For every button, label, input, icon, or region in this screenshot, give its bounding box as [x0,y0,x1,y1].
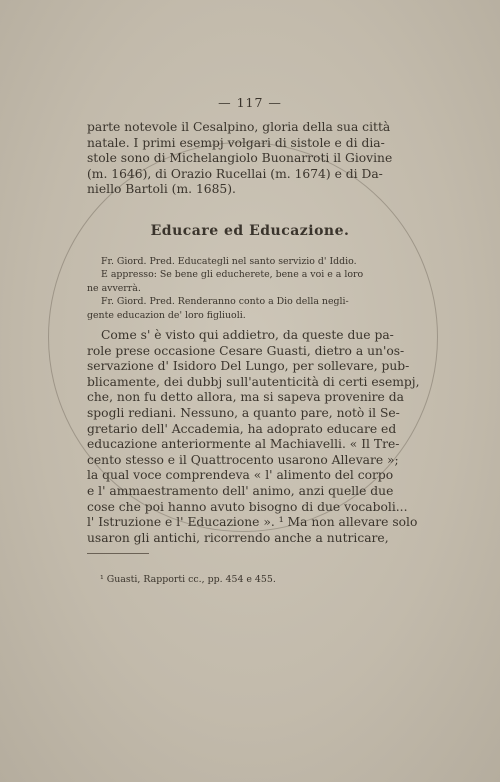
text-line: l' Istruzione e l' Educazione ». ¹ Ma non allevare solo [87,515,418,530]
body-paragraph [87,328,420,546]
epigraph-line: Fr. Giord. Pred. Educategli nel santo servizio d' Iddio. [101,256,357,267]
text-line: servazione d' Isidoro Del Lungo, per sollevare, pub- [87,359,410,374]
text-line: niello Bartoli (m. 1685). [87,182,236,197]
text-line: cento stesso e il Quattrocento usarono Allevare »; [87,452,399,467]
text-line: cose che poi hanno avuto bisogno di due vocaboli... [87,499,408,514]
text-line: spogli rediani. Nessuno, a quanto pare, notò il Se- [87,405,400,420]
text-line: natale. I primi esempj volgari di sistole e di dia- [87,135,385,150]
footnote-text: ¹ Guasti, Rapporti cc., pp. 454 e 455. [100,574,276,585]
text-line: gretario dell' Accademia, ha adoprato educare ed [87,421,397,436]
page-number: — 117 — [218,95,282,110]
epigraph [87,255,377,322]
text-line: che, non fu detto allora, ma si sapeva provenire da [87,390,404,405]
epigraph-line: ne avverrà. [87,282,141,294]
text-line: e l' ammaestramento dell' animo, anzi quelle due [87,483,394,498]
text-line: la qual voce comprendeva « l' alimento del corpo [87,468,394,483]
text-line: (m. 1646), di Orazio Rucellai (m. 1674) e di Da- [87,166,383,181]
text-line: stole sono di Michelangiolo Buonarroti il Giovine [87,151,393,166]
footnote-rule [87,553,149,554]
intro-paragraph [87,120,393,198]
text-line: role prese occasione Cesare Guasti, dietro a un'os- [87,343,405,358]
epigraph-line: gente educazion de' loro figliuoli. [87,309,246,321]
text-line: educazione anteriormente al Machiavelli. « Il Tre- [87,437,400,452]
text-line: parte notevole il Cesalpino, gloria della sua città [87,120,391,134]
text-line: Come s' è visto qui addietro, da queste due pa- [101,328,394,342]
epigraph-line: Fr. Giord. Pred. Renderanno conto a Dio della negli- [101,296,349,308]
section-heading: Educare ed Educazione. [150,223,350,239]
footnote [100,573,390,586]
text-line: usaron gli antichi, ricorrendo anche a nutricare, [87,530,389,545]
text-line: blicamente, dei dubbj sull'autenticità di certi esempj, [87,374,420,389]
epigraph-line: E appresso: Se bene gli educherete, bene a voi e a loro [101,269,364,281]
